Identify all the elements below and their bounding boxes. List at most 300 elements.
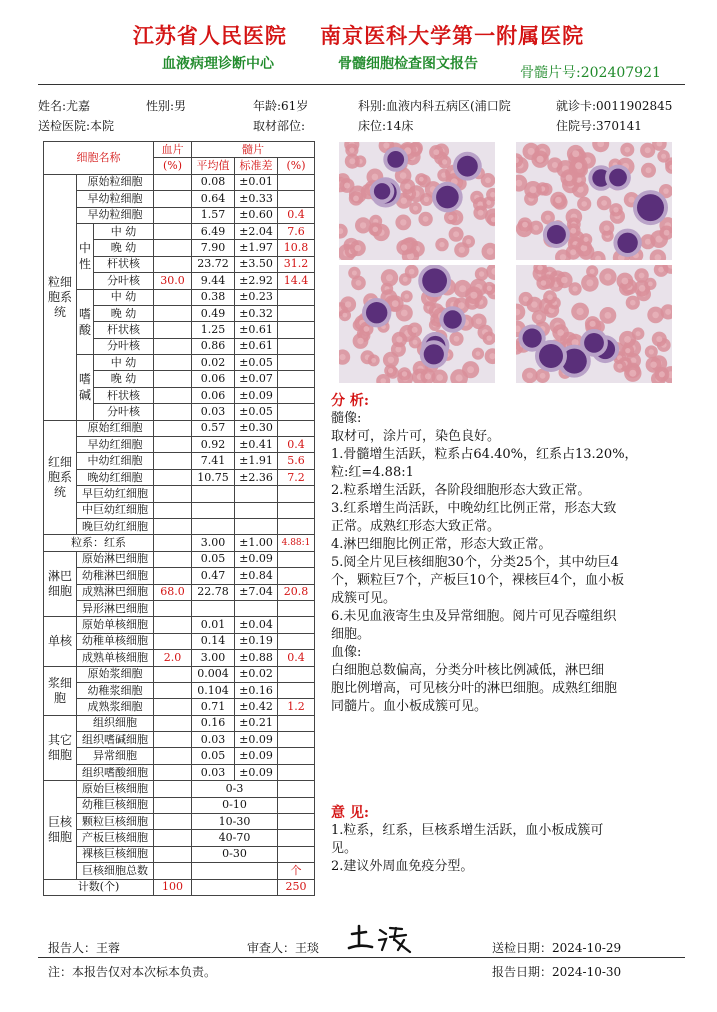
- table-row: [44, 830, 315, 846]
- marrow-pct: [278, 764, 315, 780]
- patient-sex: 性别:男: [146, 99, 187, 113]
- marrow-sd: ±1.91: [235, 453, 278, 469]
- report-name: 骨髓细胞检查图文报告: [338, 56, 478, 72]
- blood-pct: [154, 469, 192, 485]
- analysis-line: 5.阅全片见巨核细胞30个，分类25个，其中幼巨4: [331, 555, 619, 570]
- marrow-mean: 0.03: [192, 732, 235, 748]
- cell-name: 幼稚淋巴细胞: [77, 568, 154, 584]
- header-mean: 平均值: [192, 158, 235, 174]
- count-blood: 100: [154, 879, 192, 895]
- marrow-mean: 23.72: [192, 256, 235, 272]
- marrow-mean: 6.49: [192, 223, 235, 239]
- marrow-sd: ±2.36: [235, 469, 278, 485]
- blood-pct: [154, 551, 192, 567]
- marrow-mean: 0.14: [192, 633, 235, 649]
- marrow-mean: 0.06: [192, 387, 235, 403]
- cell-name: 中 幼: [94, 289, 154, 305]
- blood-pct: 30.0: [154, 273, 192, 289]
- cell-name: 早幼粒细胞: [77, 191, 154, 207]
- patient-hospital: 送检医院:本院: [38, 119, 115, 133]
- cell-name: 原始单核细胞: [77, 617, 154, 633]
- blood-pct: [154, 518, 192, 534]
- smear-photo-1: [339, 142, 495, 260]
- marrow-pct: [278, 814, 315, 830]
- analysis-line: 1.骨髓增生活跃，粒系占64.40%，红系占13.20%，: [331, 447, 638, 462]
- marrow-mean: 0.05: [192, 748, 235, 764]
- marrow-pct: [278, 355, 315, 371]
- subgroup-label: 嗜酸: [77, 289, 94, 355]
- photo-2-image: [516, 142, 672, 260]
- blood-pct: [154, 453, 192, 469]
- marrow-pct: 0.4: [278, 207, 315, 223]
- marrow-mean: 0.06: [192, 371, 235, 387]
- analysis-line: 同髓片。血小板成簇可见。: [331, 699, 488, 714]
- cell-name: 原始巨核细胞: [77, 781, 154, 797]
- photo-4-image: [516, 265, 672, 383]
- cell-name: 杆状核: [94, 322, 154, 338]
- cell-name: 原始红细胞: [77, 420, 154, 436]
- marrow-pct: [278, 732, 315, 748]
- marrow-sd: ±0.61: [235, 322, 278, 338]
- marrow-sd: ±0.61: [235, 338, 278, 354]
- marrow-mean: [192, 518, 235, 534]
- marrow-sd: ±0.23: [235, 289, 278, 305]
- smear-photo-2: [516, 142, 672, 260]
- table-row: [44, 732, 315, 748]
- marrow-pct: [278, 600, 315, 616]
- report-date: 报告日期：2024-10-30: [492, 965, 622, 979]
- cell-name: 组织嗜酸细胞: [77, 764, 154, 780]
- cell-name: 成熟淋巴细胞: [77, 584, 154, 600]
- marrow-sd: ±0.16: [235, 682, 278, 698]
- marrow-pct: [278, 404, 315, 420]
- marrow-pct: [278, 633, 315, 649]
- table-row: [44, 814, 315, 830]
- analysis-line: 正常。成熟红形态大致正常。: [331, 519, 501, 534]
- blood-pct: [154, 305, 192, 321]
- opinion-line: 2.建议外周血免疫分型。: [331, 859, 474, 874]
- marrow-mean: 0.01: [192, 617, 235, 633]
- marrow-pct: 14.4: [278, 273, 315, 289]
- marrow-pct: 4.88:1: [278, 535, 315, 551]
- inpatient-number: 住院号:370141: [556, 119, 642, 133]
- patient-dept: 科别:血液内科五病区(浦口院: [358, 99, 511, 113]
- cell-name: 裸核巨核细胞: [77, 846, 154, 862]
- header-cell-name: 细胞名称: [44, 142, 154, 175]
- table-row: [44, 420, 315, 436]
- analysis-line: 白细胞总数偏高，分类分叶核比例减低，淋巴细: [331, 663, 605, 678]
- table-row: [44, 666, 315, 682]
- marrow-pct: 7.6: [278, 223, 315, 239]
- table-row: [44, 191, 315, 207]
- marrow-pct: 1.2: [278, 699, 315, 715]
- sample-site: 取材部位:: [253, 119, 306, 133]
- marrow-sd: ±0.32: [235, 305, 278, 321]
- blood-pct: [154, 617, 192, 633]
- subgroup-label: 中性: [77, 223, 94, 289]
- marrow-sd: ±0.84: [235, 568, 278, 584]
- opinion-line: 见。: [331, 841, 358, 856]
- marrow-sd: [235, 502, 278, 518]
- marrow-pct: [278, 617, 315, 633]
- marrow-pct: [278, 682, 315, 698]
- marrow-pct: [278, 305, 315, 321]
- patient-name: 姓名:尤嘉: [38, 99, 91, 113]
- table-row: [44, 486, 315, 502]
- blood-pct: 2.0: [154, 650, 192, 666]
- blood-pct: [154, 666, 192, 682]
- table-row: [44, 699, 315, 715]
- table-row: [44, 600, 315, 616]
- smear-photo-3: [339, 265, 495, 383]
- cell-name: 早幼粒细胞: [77, 207, 154, 223]
- marrow-pct: [278, 371, 315, 387]
- group-label: 单核: [44, 617, 77, 666]
- marrow-mean: 0.92: [192, 437, 235, 453]
- opinion-line: 1.粒系，红系，巨核系增生活跃，血小板成簇可: [331, 823, 604, 838]
- analysis-line: 取材可，涂片可，染色良好。: [331, 429, 501, 444]
- count-spacer: [192, 879, 278, 895]
- marrow-pct: 5.6: [278, 453, 315, 469]
- blood-pct: [154, 699, 192, 715]
- marrow-pct: [278, 338, 315, 354]
- marrow-number: 骨髓片号:202407921: [520, 65, 661, 81]
- marrow-mean: 0.64: [192, 191, 235, 207]
- cell-name: 原始浆细胞: [77, 666, 154, 682]
- blood-pct: [154, 191, 192, 207]
- ratio-label: 粒系：红系: [44, 535, 154, 551]
- header-sd: 标准差: [235, 158, 278, 174]
- blood-pct: [154, 600, 192, 616]
- marrow-mean: 7.90: [192, 240, 235, 256]
- marrow-pct: 7.2: [278, 469, 315, 485]
- table-row: [44, 174, 315, 190]
- marrow-mean: [192, 486, 235, 502]
- marrow-pct: [278, 322, 315, 338]
- blood-pct: [154, 535, 192, 551]
- opinion-text: [331, 822, 603, 876]
- table-row: [44, 846, 315, 862]
- cell-name: 分叶核: [94, 404, 154, 420]
- marrow-sd: ±0.33: [235, 191, 278, 207]
- blood-pct: [154, 355, 192, 371]
- table-row: [44, 748, 315, 764]
- blood-pct: 68.0: [154, 584, 192, 600]
- marrow-sd: ±0.42: [235, 699, 278, 715]
- group-label: 巨核细胞: [44, 781, 77, 879]
- cell-name: 组织细胞: [77, 715, 154, 731]
- blood-pct: [154, 682, 192, 698]
- header-divider: [38, 84, 685, 85]
- marrow-pct: [278, 191, 315, 207]
- marrow-mean: [192, 600, 235, 616]
- blood-pct: [154, 174, 192, 190]
- marrow-sd: ±0.09: [235, 764, 278, 780]
- patient-card: 就诊卡:0011902845: [556, 99, 673, 113]
- table-row: [44, 207, 315, 223]
- cell-name: 中巨幼红细胞: [77, 502, 154, 518]
- marrow-mean: 0.49: [192, 305, 235, 321]
- cell-name: 成熟单核细胞: [77, 650, 154, 666]
- blood-pct: [154, 502, 192, 518]
- cell-name: 分叶核: [94, 273, 154, 289]
- marrow-sd: ±0.05: [235, 404, 278, 420]
- table-row: [44, 223, 315, 239]
- group-label: 浆细胞: [44, 666, 77, 715]
- marrow-mean: 1.57: [192, 207, 235, 223]
- marrow-sd: ±0.30: [235, 420, 278, 436]
- cell-name: 幼稚浆细胞: [77, 682, 154, 698]
- marrow-mean: 1.25: [192, 322, 235, 338]
- table-row: [44, 781, 315, 797]
- blood-pct: [154, 830, 192, 846]
- blood-pct: [154, 797, 192, 813]
- disclaimer: 注：本报告仅对本次标本负责。: [48, 965, 217, 979]
- table-row: [44, 551, 315, 567]
- blood-pct: [154, 568, 192, 584]
- table-row: [44, 469, 315, 485]
- blood-pct: [154, 256, 192, 272]
- analysis-line: 血像:: [331, 645, 362, 660]
- marrow-sd: ±1.97: [235, 240, 278, 256]
- marrow-sd: ±0.41: [235, 437, 278, 453]
- marrow-pct: [278, 568, 315, 584]
- blood-pct: [154, 404, 192, 420]
- cell-name: 晚 幼: [94, 371, 154, 387]
- group-label: 粒细胞系统: [44, 174, 77, 420]
- marrow-pct: [278, 846, 315, 862]
- marrow-sd: ±0.09: [235, 732, 278, 748]
- marrow-mean: 0.16: [192, 715, 235, 731]
- marrow-pct: [278, 289, 315, 305]
- analysis-line: 4.淋巴细胞比例正常，形态大致正常。: [331, 537, 552, 552]
- blood-pct: [154, 781, 192, 797]
- cell-name: 早巨幼红细胞: [77, 486, 154, 502]
- marrow-pct: 0.4: [278, 650, 315, 666]
- cell-name: 中 幼: [94, 355, 154, 371]
- mega-reference: 0-10: [192, 797, 278, 813]
- marrow-sd: [235, 518, 278, 534]
- blood-pct: [154, 732, 192, 748]
- marrow-pct: [278, 518, 315, 534]
- table-row: [44, 863, 315, 879]
- table-row: [44, 568, 315, 584]
- blood-pct: [154, 846, 192, 862]
- blood-pct: [154, 715, 192, 731]
- analysis-title: 分 析:: [331, 393, 370, 409]
- marrow-pct: 20.8: [278, 584, 315, 600]
- marrow-sd: ±0.88: [235, 650, 278, 666]
- marrow-mean: 9.44: [192, 273, 235, 289]
- group-label: 淋巴细胞: [44, 551, 77, 617]
- blood-pct: [154, 240, 192, 256]
- patient-age: 年龄:61岁: [253, 99, 309, 113]
- marrow-sd: ±0.09: [235, 748, 278, 764]
- marrow-sd: ±0.04: [235, 617, 278, 633]
- marrow-pct: [278, 830, 315, 846]
- table-row: [44, 518, 315, 534]
- analysis-line: 胞比例增高，可见核分叶的淋巴细胞。成熟红细胞: [331, 681, 618, 696]
- cell-name: 异形淋巴细胞: [77, 600, 154, 616]
- marrow-sd: ±0.02: [235, 666, 278, 682]
- cell-name: 中幼红细胞: [77, 453, 154, 469]
- cell-name: 巨核细胞总数: [77, 863, 154, 879]
- marrow-pct: [278, 715, 315, 731]
- marrow-mean: 7.41: [192, 453, 235, 469]
- blood-pct: [154, 633, 192, 649]
- marrow-mean: 0.71: [192, 699, 235, 715]
- blood-pct: [154, 387, 192, 403]
- analysis-line: 6.未见血液寄生虫及异常细胞。阅片可见吞噬组织: [331, 609, 617, 624]
- reviewer-signature: [346, 922, 424, 956]
- blood-pct: [154, 289, 192, 305]
- marrow-mean: 0.02: [192, 355, 235, 371]
- cell-name: 晚巨幼红细胞: [77, 518, 154, 534]
- marrow-pct: 10.8: [278, 240, 315, 256]
- subgroup-label: 嗜碱: [77, 355, 94, 421]
- blood-pct: [154, 338, 192, 354]
- marrow-pct: [278, 174, 315, 190]
- mega-reference: 40-70: [192, 830, 278, 846]
- cell-name: 晚幼红细胞: [77, 469, 154, 485]
- marrow-mean: 0.05: [192, 551, 235, 567]
- marrow-sd: ±3.50: [235, 256, 278, 272]
- department-name: 血液病理诊断中心: [162, 56, 274, 72]
- cell-name: 产板巨核细胞: [77, 830, 154, 846]
- hospital-title: 江苏省人民医院 南京医科大学第一附属医院: [132, 24, 585, 48]
- blood-pct: [154, 486, 192, 502]
- group-label: 其它细胞: [44, 715, 77, 781]
- cell-name: 晚 幼: [94, 305, 154, 321]
- analysis-line: 个，颗粒巨7个，产板巨10个，裸核巨4个，血小板: [331, 573, 625, 588]
- table-row: [44, 502, 315, 518]
- marrow-pct: 31.2: [278, 256, 315, 272]
- table-row: [44, 797, 315, 813]
- header-blood: 血片: [154, 142, 192, 158]
- marrow-mean: 10.75: [192, 469, 235, 485]
- analysis-text: [331, 410, 638, 716]
- marrow-mean: 0.57: [192, 420, 235, 436]
- analysis-line: 3.红系增生尚活跃，中晚幼红比例正常，形态大致: [331, 501, 617, 516]
- photo-1-image: [339, 142, 495, 260]
- marrow-sd: ±2.92: [235, 273, 278, 289]
- marrow-pct: 0.4: [278, 437, 315, 453]
- count-label: 计数(个): [44, 879, 154, 895]
- mega-reference: [192, 863, 278, 879]
- marrow-pct: [278, 666, 315, 682]
- table-row: [44, 650, 315, 666]
- marrow-mean: 3.00: [192, 650, 235, 666]
- cell-name: 杆状核: [94, 387, 154, 403]
- blood-pct: [154, 814, 192, 830]
- marrow-pct: 个: [278, 863, 315, 879]
- marrow-sd: ±0.21: [235, 715, 278, 731]
- marrow-mean: 0.004: [192, 666, 235, 682]
- marrow-sd: ±7.04: [235, 584, 278, 600]
- marrow-mean: [192, 502, 235, 518]
- marrow-mean: 0.86: [192, 338, 235, 354]
- smear-photo-4: [516, 265, 672, 383]
- mega-reference: 0-30: [192, 846, 278, 862]
- blood-pct: [154, 764, 192, 780]
- table-row: [44, 617, 315, 633]
- group-label: 红细胞系统: [44, 420, 77, 535]
- cell-name: 异常细胞: [77, 748, 154, 764]
- marrow-sd: ±0.07: [235, 371, 278, 387]
- marrow-pct: [278, 420, 315, 436]
- marrow-pct: [278, 797, 315, 813]
- cell-name: 晚 幼: [94, 240, 154, 256]
- table-row: [44, 289, 315, 305]
- cell-name: 原始粒细胞: [77, 174, 154, 190]
- cell-name: 组织嗜碱细胞: [77, 732, 154, 748]
- marrow-sd: ±0.09: [235, 551, 278, 567]
- opinion-title: 意 见:: [331, 805, 370, 821]
- marrow-mean: 0.03: [192, 764, 235, 780]
- marrow-sd: ±0.60: [235, 207, 278, 223]
- marrow-mean: 0.38: [192, 289, 235, 305]
- cell-name: 原始淋巴细胞: [77, 551, 154, 567]
- count-marrow: 250: [278, 879, 315, 895]
- marrow-sd: [235, 600, 278, 616]
- cell-name: 杆状核: [94, 256, 154, 272]
- patient-bed: 床位:14床: [358, 119, 414, 133]
- cell-count-table: [43, 141, 315, 896]
- table-row: [44, 437, 315, 453]
- marrow-pct: [278, 486, 315, 502]
- marrow-sd: ±1.00: [235, 535, 278, 551]
- table-row: [44, 584, 315, 600]
- blood-pct: [154, 420, 192, 436]
- marrow-mean: 0.03: [192, 404, 235, 420]
- marrow-pct: [278, 551, 315, 567]
- marrow-mean: 0.104: [192, 682, 235, 698]
- marrow-pct: [278, 502, 315, 518]
- table-row: [44, 764, 315, 780]
- marrow-mean: 0.08: [192, 174, 235, 190]
- analysis-line: 髓像:: [331, 411, 362, 426]
- table-row: [44, 682, 315, 698]
- table-row: [44, 355, 315, 371]
- marrow-mean: 0.47: [192, 568, 235, 584]
- blood-pct: [154, 322, 192, 338]
- cell-name: 成熟浆细胞: [77, 699, 154, 715]
- analysis-line: 粒:红=4.88:1: [331, 465, 414, 480]
- cell-name: 幼稚单核细胞: [77, 633, 154, 649]
- header-marrow-pct: (%): [278, 158, 315, 174]
- marrow-mean: 3.00: [192, 535, 235, 551]
- table-row: [44, 453, 315, 469]
- photo-3-image: [339, 265, 495, 383]
- submit-date: 送检日期：2024-10-29: [492, 941, 622, 955]
- analysis-line: 成簇可见。: [331, 591, 397, 606]
- header-marrow: 髓片: [192, 142, 315, 158]
- table-row: [44, 535, 315, 551]
- footer-divider: [38, 957, 685, 958]
- analysis-line: 细胞。: [331, 627, 371, 642]
- mega-reference: 0-3: [192, 781, 278, 797]
- marrow-mean: 22.78: [192, 584, 235, 600]
- cell-name: 幼稚巨核细胞: [77, 797, 154, 813]
- marrow-sd: ±0.05: [235, 355, 278, 371]
- cell-name: 分叶核: [94, 338, 154, 354]
- blood-pct: [154, 207, 192, 223]
- header-blood-pct: (%): [154, 158, 192, 174]
- marrow-sd: ±0.19: [235, 633, 278, 649]
- table-row: [44, 715, 315, 731]
- marrow-sd: ±2.04: [235, 223, 278, 239]
- count-row: [44, 879, 315, 895]
